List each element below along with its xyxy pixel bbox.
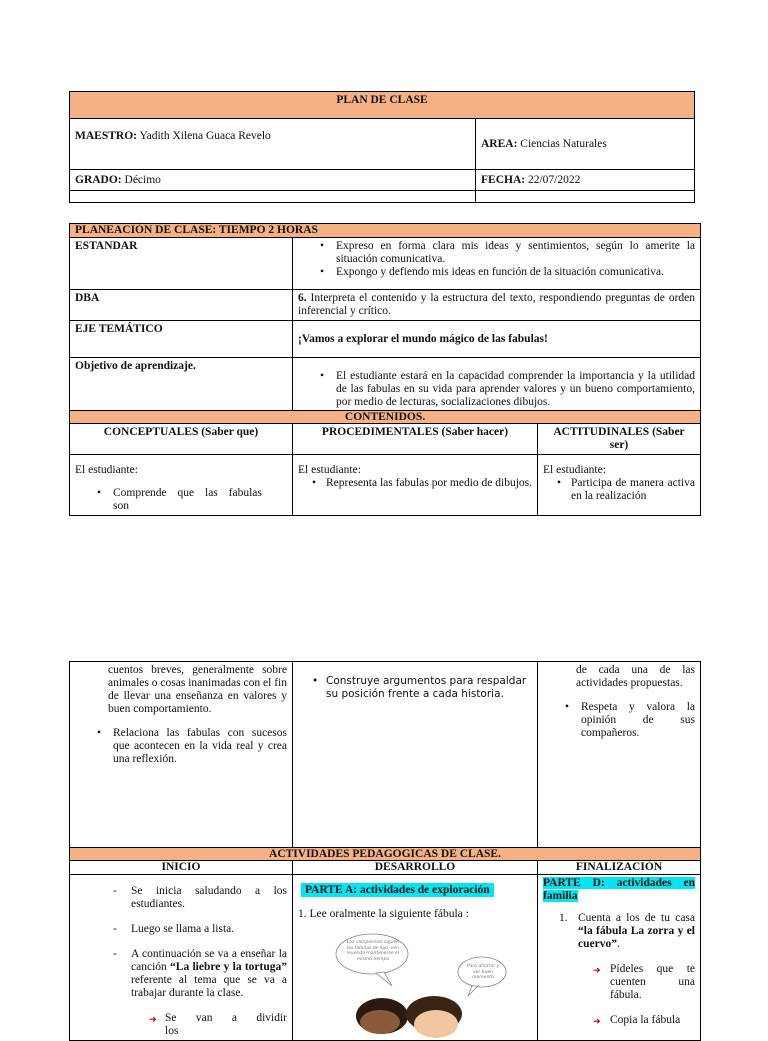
maestro-value: Yadith Xilena Guaca Revelo	[139, 130, 271, 142]
fin-sub2	[543, 1014, 695, 1027]
contenidos-table	[69, 410, 701, 516]
inicio-item3-a: A continuación se va a enseñar la canción	[131, 948, 287, 973]
parte-d-heading	[543, 877, 695, 903]
dba-cell	[293, 290, 701, 321]
maestro-cell	[70, 119, 476, 170]
plan-title: PLAN DE CLASE	[70, 92, 695, 119]
procedimentales-item: • Construye argumentos para respaldar su posición frente a cada historia.	[298, 675, 532, 701]
estandar-label: ESTANDAR	[70, 238, 293, 290]
actividades-title: ACTIVIDADES PEDAGOGICAS DE CLASE.	[70, 848, 701, 861]
fecha-label: FECHA:	[481, 173, 526, 186]
actitudinales-cont-text: de cada una de las actividades propuestas.	[576, 664, 695, 689]
inicio-item4	[75, 1012, 287, 1038]
planeacion-title: PLANEACIÓN DE CLASE: TIEMPO 2 HORAS	[70, 224, 701, 238]
intro-text: El estudiante:	[75, 464, 138, 476]
procedimentales-item: • Representa las fabulas por medio de dibujos.	[298, 477, 532, 490]
conceptuales-item: • Comprende que las fabulas son	[75, 487, 287, 513]
conceptuales-list	[75, 487, 287, 513]
arrow-bullet-icon: ➜	[149, 1014, 157, 1024]
col-finalizacion: FINALIZACIÓN	[538, 861, 701, 875]
dba-number: 6.	[298, 292, 307, 304]
fecha-cell	[476, 170, 695, 191]
inicio-list	[75, 885, 287, 1000]
col-inicio: INICIO	[70, 861, 293, 875]
inicio-item3-b: referente al tema que se va a trabajar durante la clase.	[131, 974, 287, 999]
grado-label: GRADO:	[75, 173, 122, 186]
empty-cell	[70, 191, 476, 203]
fin-item1-number: 1.	[559, 912, 568, 924]
estandar-list	[298, 240, 695, 279]
dba-text: Interpreta el contenido y la estructura del texto, respondiendo preguntas de orden inferencial y crítico.	[298, 292, 696, 317]
inicio-item3-song: “La liebre y la tortuga”	[170, 961, 287, 973]
fin-item1-fable: “la fábula La zorra y el cuervo”	[578, 925, 695, 950]
finalizacion-cell	[538, 875, 701, 1041]
actitudinales-item: • Respeta y valora la opinión de sus compañeros.	[543, 701, 695, 740]
actitudinales-list-2	[543, 701, 695, 740]
inicio-item: - Luego se llama a lista.	[75, 923, 287, 936]
estandar-cell	[293, 238, 701, 290]
col-conceptuales: CONCEPTUALES (Saber que)	[70, 424, 293, 455]
parte-a-heading	[301, 884, 532, 897]
objetivo-cell	[293, 358, 701, 413]
fin-item1-end: .	[616, 938, 620, 950]
parte-d-label: PARTE D: actividades en familia	[543, 877, 695, 902]
bubble-1-text: Los campesinos siguen los fabulas de lujo, ven leyendo mantenerse el mismo tiempo	[346, 940, 400, 962]
procedimentales-list	[298, 477, 532, 490]
fin-sub2-text: Copia la fábula	[610, 1014, 681, 1026]
fable-illustration	[322, 932, 512, 1024]
estandar-item: • Expreso en forma clara mis ideas y sentimientos, según lo amerite la situación comunicativa.	[298, 240, 695, 266]
plan-table	[69, 91, 695, 203]
grado-cell	[70, 170, 476, 191]
actitudinales-cell	[538, 455, 701, 516]
eje-label: EJE TEMÁTICO	[70, 321, 293, 358]
bubble-2-text: Para ahorrar y ver buen momento	[466, 964, 500, 980]
inicio-item: - Se inicia saludando a los estudiantes.	[75, 885, 287, 911]
area-label: AREA:	[481, 137, 518, 150]
intro-text: El estudiante:	[543, 464, 606, 476]
col-procedimentales: PROCEDIMENTALES (Saber hacer)	[293, 424, 538, 455]
objetivo-item: • El estudiante estará en la capacidad comprender la importancia y la utilidad de las fabulas en su vida para aprender valores y un bueno comportamiento, por medio de lecturas, socializaciones dibujos.	[298, 370, 695, 409]
conceptuales-cell	[70, 455, 293, 516]
dba-label: DBA	[70, 290, 293, 321]
fin-item1-a: Cuenta a los de tu casa	[578, 912, 695, 924]
contenidos-title: CONTENIDOS.	[70, 411, 701, 424]
area-value: Ciencias Naturales	[520, 137, 607, 150]
arrow-bullet-icon: ➜	[593, 1016, 601, 1026]
conceptuales-cont-text: cuentos breves, generalmente sobre animales o cosas inanimadas con el fin de llevar una enseñanza en valores y buen comportamiento.	[108, 664, 287, 715]
objetivo-label: Objetivo de aprendizaje.	[70, 358, 293, 413]
parte-a-label: PARTE A: actividades de exploración	[301, 883, 494, 897]
procedimentales-continued	[293, 662, 538, 848]
intro-text: El estudiante:	[298, 464, 361, 476]
area-cell	[476, 119, 695, 170]
fin-sub1	[543, 963, 695, 1002]
col-desarrollo: DESARROLLO	[293, 861, 538, 875]
procedimentales-list-2	[298, 675, 532, 701]
fin-item1	[543, 912, 695, 951]
eje-value: ¡Vamos a explorar el mundo mágico de las fabulas!	[293, 321, 701, 358]
col-actitudinales: ACTITUDINALES (Saber ser)	[538, 424, 701, 455]
fin-sub1-text: Pídeles que te cuenten una fábula.	[610, 963, 695, 1001]
fecha-value: 22/07/2022	[527, 173, 581, 186]
planeacion-table	[69, 223, 701, 413]
contenidos-continuation-table	[69, 661, 701, 848]
actitudinales-continued	[538, 662, 701, 848]
inicio-item	[75, 948, 287, 1000]
procedimentales-cell	[293, 455, 538, 516]
conceptuales-continued	[70, 662, 293, 848]
objetivo-list	[298, 370, 695, 409]
grado-value: Décimo	[124, 173, 161, 186]
empty-cell	[476, 191, 695, 203]
conceptuales-item: • Relaciona las fabulas con sucesos que acontecen en la vida real y crea una reflexión.	[75, 727, 287, 766]
maestro-label: MAESTRO:	[75, 130, 137, 142]
inicio-cell	[70, 875, 293, 1041]
inicio-item4-text: Se van a dividir los	[165, 1012, 287, 1037]
actitudinales-list	[543, 477, 695, 503]
conceptuales-list-2	[75, 727, 287, 766]
estandar-item: • Expongo y defiendo mis ideas en función de la situación comunicativa.	[298, 266, 695, 279]
desarrollo-step1: 1. Lee oralmente la siguiente fábula :	[298, 908, 469, 920]
arrow-bullet-icon: ➜	[593, 965, 601, 975]
actitudinales-item: • Participa de manera activa en la realización	[543, 477, 695, 503]
